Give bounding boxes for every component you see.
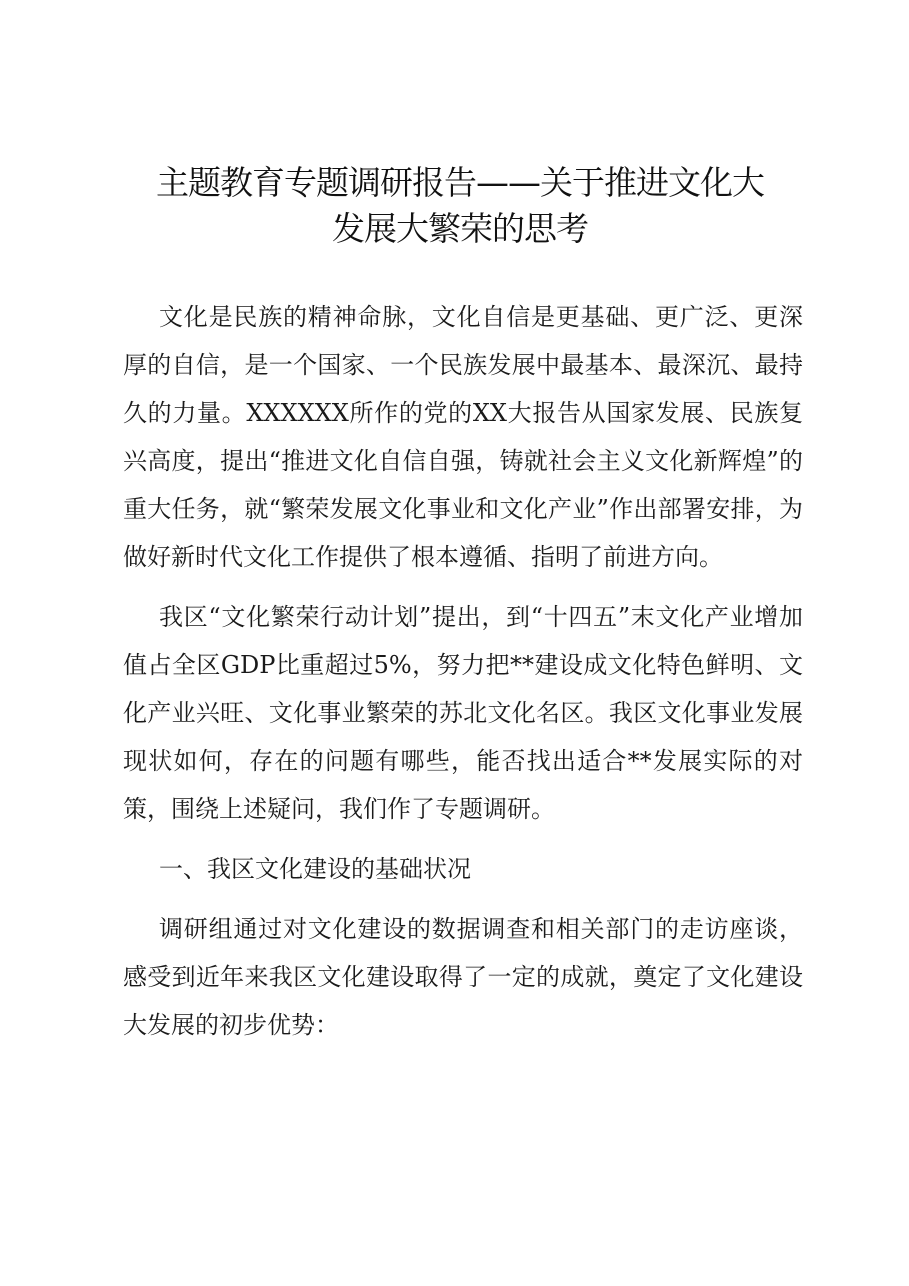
document-title: [100, 160, 820, 252]
paragraph-intro: 文化是民族的精神命脉，文化自信是更基础、更广泛、更深厚的自信，是一个国家、一个民族发展中最基本、最深沉、最持久的力量。XXXXXX所作的党的XX大报告从国家发展、民族复兴高度，提出“推进文化自信自强，铸就社会主义文化新辉煌”的重大任务，就“繁荣发展文化事业和文化产业”作出部署安排，为做好新时代文化工作提供了根本遵循、指明了前进方向。: [123, 303, 803, 571]
title-line-1: 主题教育专题调研报告——关于推进文化大: [156, 163, 764, 202]
section-heading: 一、我区文化建设的基础状况: [159, 855, 471, 883]
document-body: [123, 293, 803, 1061]
title-line-2: 发展大繁荣的思考: [332, 209, 588, 248]
paragraph-plan: 我区“文化繁荣行动计划”提出，到“十四五”末文化产业增加值占全区GDP比重超过5%，努力把**建设成文化特色鲜明、文化产业兴旺、文化事业繁荣的苏北文化名区。我区文化事业发展现状如何，存在的问题有哪些，能否找出适合**发展实际的对策，围绕上述疑问，我们作了专题调研。: [123, 603, 803, 823]
paragraph-survey: 调研组通过对文化建设的数据调查和相关部门的走访座谈，感受到近年来我区文化建设取得了一定的成就，奠定了文化建设大发展的初步优势：: [123, 915, 803, 1039]
